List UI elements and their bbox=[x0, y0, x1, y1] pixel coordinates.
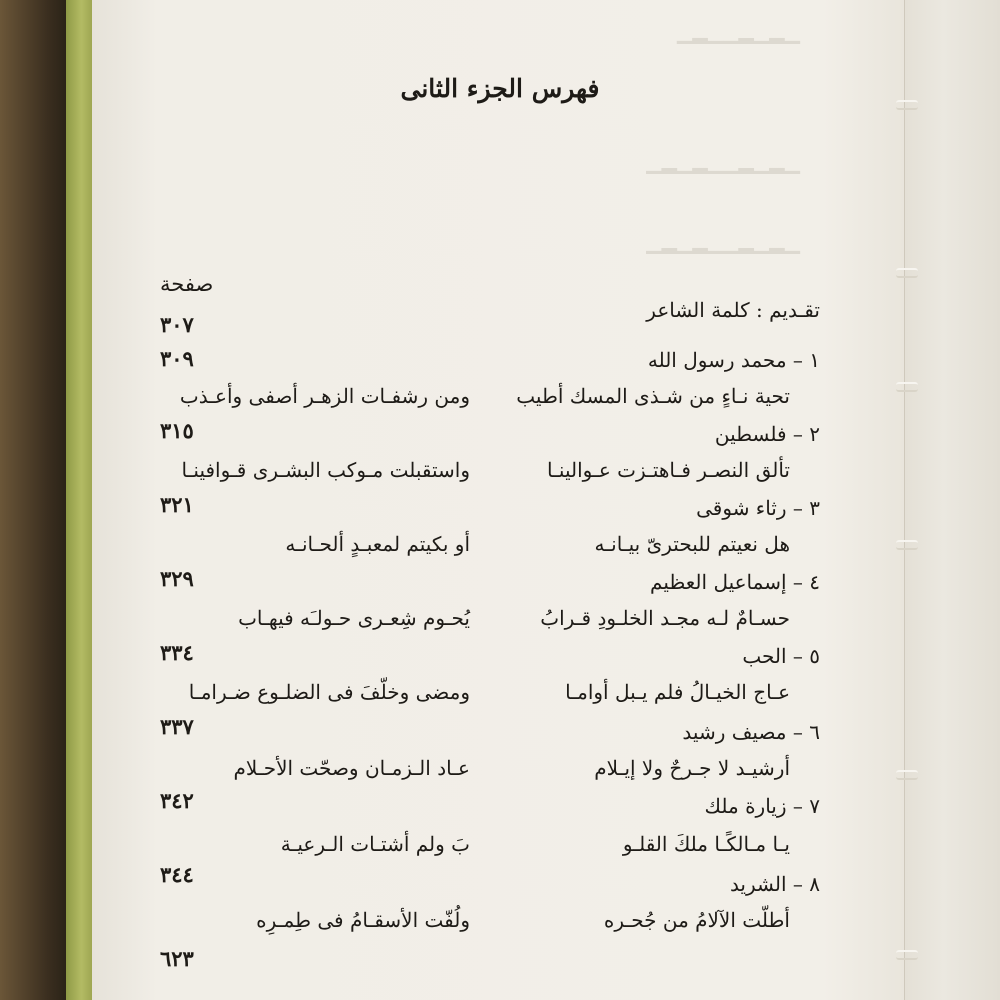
toc-page-number: ٣٠٧ bbox=[160, 312, 194, 337]
verse-first-hemistich: هل نعيتم للبحترىّ بيـانـه bbox=[594, 532, 790, 556]
toc-page-number: ٣٤٢ bbox=[160, 788, 194, 813]
toc-page-number: ٣٣٧ bbox=[160, 714, 194, 739]
verse-first-hemistich: أطلّت الآلامُ من جُحـره bbox=[603, 908, 790, 932]
page-column-header: صفحة bbox=[160, 272, 214, 296]
toc-page-number: ٣٤٤ bbox=[160, 862, 194, 887]
toc-entry-title: ٨ – الشريد bbox=[729, 872, 820, 896]
toc-entry-title: ٧ – زيارة ملك bbox=[704, 794, 820, 818]
toc-page-number: ٣٢١ bbox=[160, 492, 194, 517]
verse-first-hemistich: حسـامٌ لـه مجـد الخلـودِ قـرابُ bbox=[540, 606, 790, 630]
binding-stitch bbox=[896, 382, 918, 392]
binding-stitch bbox=[896, 540, 918, 550]
verse-second-hemistich: ولُفّت الأسقـامُ فى طِمـرِه bbox=[256, 908, 470, 932]
toc-entry-title: ٦ – مصيف رشيد bbox=[682, 720, 820, 744]
page-title: فهرس الجزء الثانى bbox=[400, 74, 600, 103]
toc-entry-title: تقـديم : كلمة الشاعر bbox=[646, 298, 820, 322]
next-page-edge bbox=[904, 0, 1000, 1000]
toc-entry-title: ٤ – إسماعيل العظيم bbox=[650, 570, 820, 594]
verse-second-hemistich: عـاد الـزمـان وصحّت الأحـلام bbox=[233, 756, 470, 780]
show-through-text: ▁▂▁▂▁▁▂▁ bbox=[676, 20, 800, 44]
binding-stitch bbox=[896, 100, 918, 110]
verse-first-hemistich: يـا مـالكًـا ملكَ القلـو bbox=[622, 832, 790, 856]
toc-page-number: ٣١٥ bbox=[160, 418, 194, 443]
verse-second-hemistich: أو بكيتم لمعبـدٍ ألحـانـه bbox=[285, 532, 470, 556]
binding-stitch bbox=[896, 950, 918, 960]
toc-entry-title: ٢ – فلسطين bbox=[714, 422, 820, 446]
verse-second-hemistich: ومن رشفـات الزهـر أصفى وأعـذب bbox=[179, 384, 470, 408]
verse-first-hemistich: تألق النصـر فـاهتـزت عـوالينـا bbox=[546, 458, 790, 482]
toc-page-number: ٦٢٣ bbox=[160, 946, 194, 971]
binding-stitch bbox=[896, 268, 918, 278]
toc-entry-title: ٣ – رثاء شوقى bbox=[696, 496, 820, 520]
verse-first-hemistich: عـاج الخيـالُ فلم يـبل أوامـا bbox=[565, 680, 790, 704]
binding-stitch bbox=[896, 770, 918, 780]
toc-entry-title: ٥ – الحب bbox=[742, 644, 820, 668]
book-cover-edge bbox=[66, 0, 94, 1000]
verse-second-hemistich: واستقبلت مـوكب البشـرى قـوافينـا bbox=[181, 458, 470, 482]
verse-first-hemistich: تحية نـاءٍ من شـذى المسك أطيب bbox=[516, 384, 790, 408]
verse-second-hemistich: ومضى وخلّفَ فى الضلـوع ضـرامـا bbox=[188, 680, 470, 704]
verse-first-hemistich: أرشيـد لا جـرحٌ ولا إيـلام bbox=[594, 756, 790, 780]
toc-entry-title: ١ – محمد رسول الله bbox=[647, 348, 820, 372]
verse-second-hemistich: بَ ولم أشتـات الـرعيـة bbox=[280, 832, 470, 856]
toc-page-number: ٣٣٤ bbox=[160, 640, 194, 665]
toc-page-number: ٣٠٩ bbox=[160, 346, 194, 371]
show-through-text: ▁▂▁▂▁▁▂▁▂▁ bbox=[646, 230, 800, 254]
verse-second-hemistich: يُحـوم شِعـرى حـولـَه فيهـاب bbox=[238, 606, 470, 630]
toc-page-number: ٣٢٩ bbox=[160, 566, 194, 591]
show-through-text: ▁▂▁▂▁▁▂▁▂▁ bbox=[646, 150, 800, 174]
